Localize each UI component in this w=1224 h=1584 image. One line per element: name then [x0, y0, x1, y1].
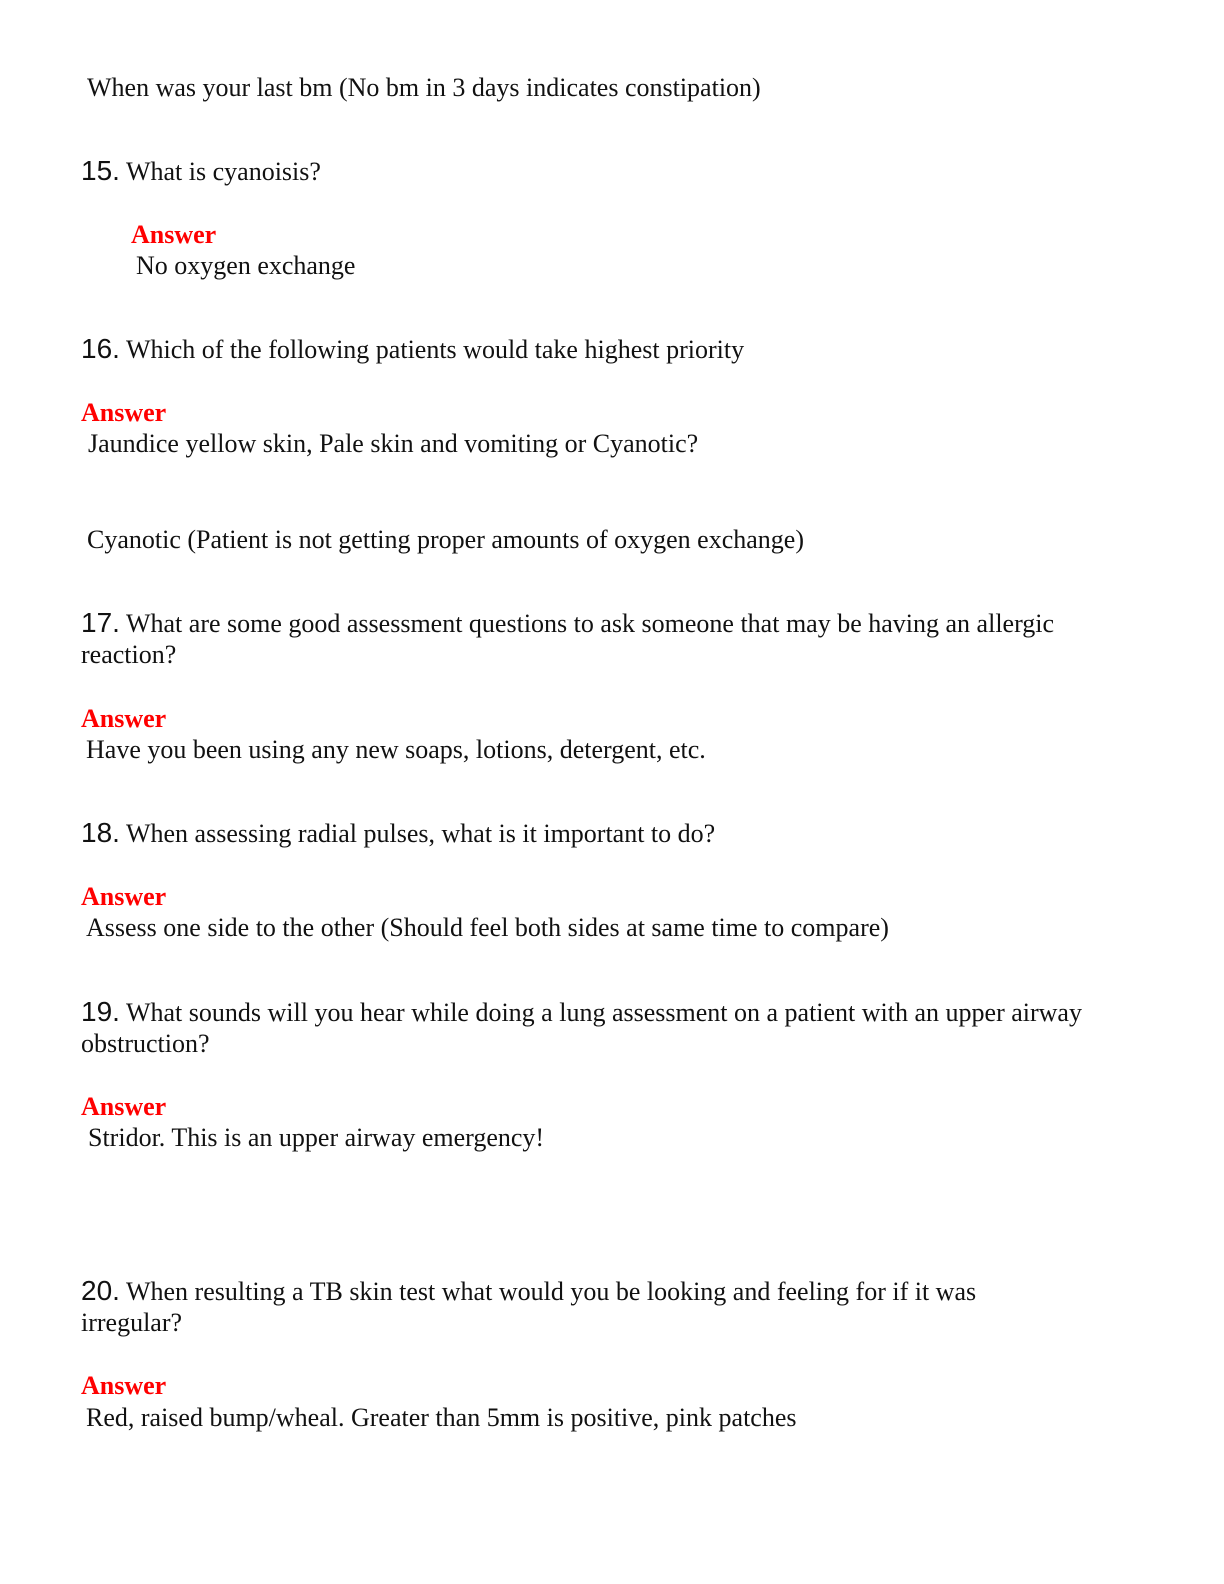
- question-number: 20.: [81, 1275, 120, 1306]
- answer-text: Assess one side to the other (Should feel both sides at same time to compare): [86, 913, 889, 942]
- answer-label: Answer: [81, 1092, 167, 1121]
- answer-text: Stridor. This is an upper airway emergency!: [88, 1123, 545, 1152]
- answer-text: No oxygen exchange: [136, 251, 356, 280]
- question-text: What are some good assessment questions to ask someone that may be having an allergic reaction?: [81, 609, 1055, 669]
- question-text: What is cyanoisis?: [125, 157, 321, 186]
- question-20: [81, 1275, 1061, 1338]
- question-text: What sounds will you hear while doing a lung assessment on a patient with an upper airway obstruction?: [81, 998, 1082, 1058]
- question-number: 17.: [81, 607, 120, 638]
- question-19: [81, 996, 1131, 1059]
- question-text: Which of the following patients would take highest priority: [125, 335, 745, 364]
- answer-label: Answer: [81, 398, 167, 427]
- question-number: 19.: [81, 996, 120, 1027]
- question-number: 18.: [81, 817, 120, 848]
- answer-text: Cyanotic (Patient is not getting proper amounts of oxygen exchange): [87, 525, 804, 554]
- answer-label: Answer: [81, 1371, 167, 1400]
- answer-text: Jaundice yellow skin, Pale skin and vomiting or Cyanotic?: [88, 429, 699, 458]
- question-number: 16.: [81, 333, 120, 364]
- answer-text: Have you been using any new soaps, lotions, detergent, etc.: [86, 735, 706, 764]
- answer-label: Answer: [81, 882, 167, 911]
- question-18: [81, 817, 1131, 849]
- question-text: When resulting a TB skin test what would you be looking and feeling for if it was irregular?: [81, 1277, 977, 1337]
- answer-text: Red, raised bump/wheal. Greater than 5mm is positive, pink patches: [86, 1403, 797, 1432]
- answer-label: Answer: [81, 704, 167, 733]
- question-number: 15.: [81, 155, 120, 186]
- question-text: When assessing radial pulses, what is it important to do?: [125, 819, 716, 848]
- intro-text: When was your last bm (No bm in 3 days indicates constipation): [87, 73, 761, 102]
- answer-label: Answer: [131, 220, 217, 249]
- question-17: [81, 607, 1131, 670]
- question-16: [81, 333, 1131, 365]
- question-15: [81, 155, 1131, 187]
